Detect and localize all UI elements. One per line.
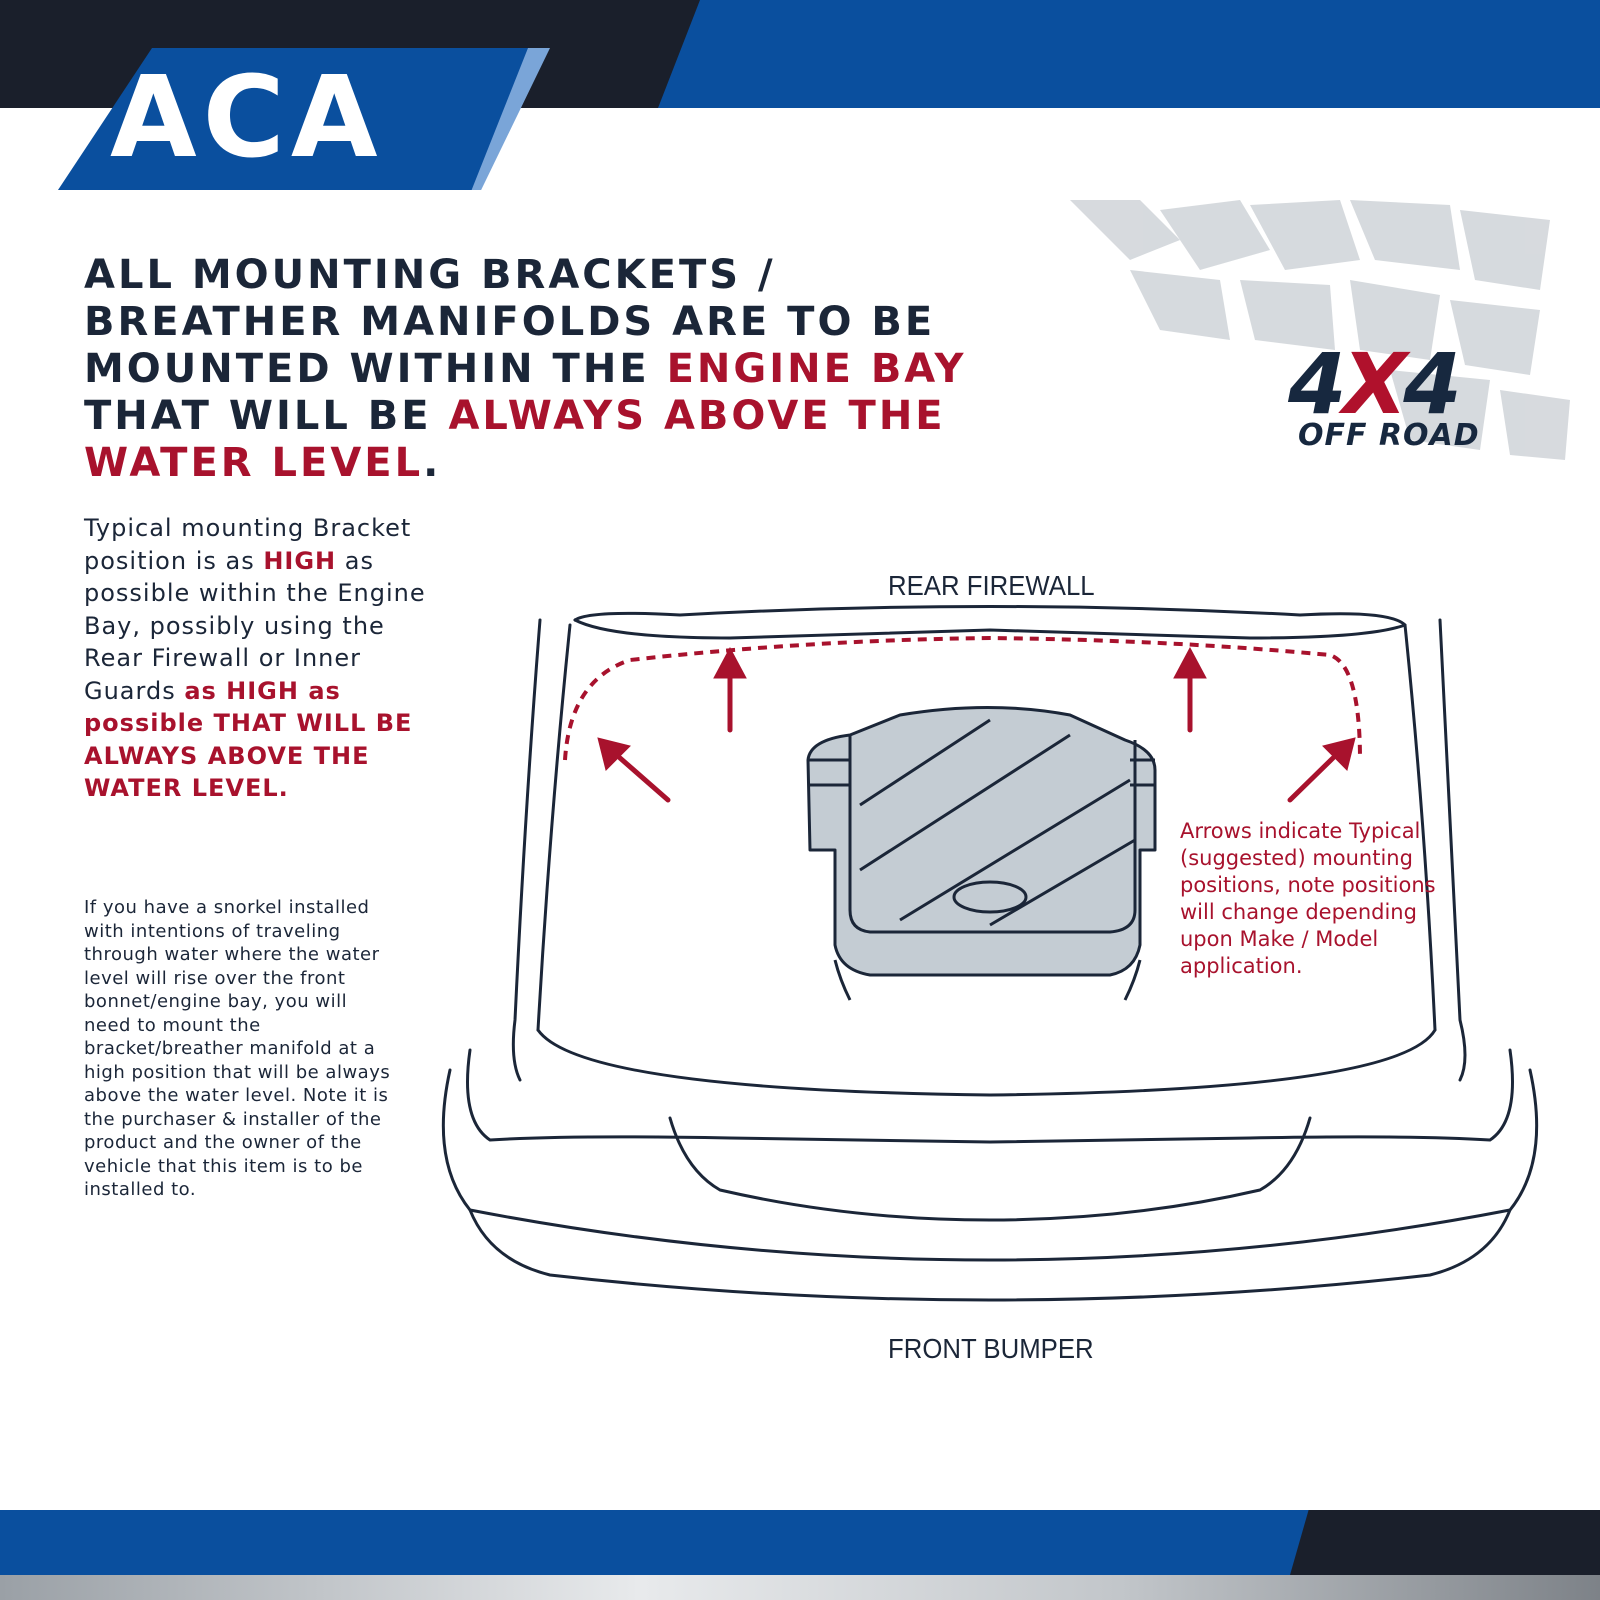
firewall-outline	[575, 607, 1405, 626]
off-road-label: OFF ROAD	[1298, 418, 1480, 453]
left-fender-inner	[538, 625, 570, 1030]
bonnet-outline	[538, 1030, 1435, 1095]
mounting-instructions	[84, 512, 444, 805]
body1-text-2: as possible within the Engine Bay, possibly using the Rear Firewall or Inner Guards	[84, 546, 426, 705]
left-fender-outer	[513, 620, 540, 1080]
engine-block	[808, 708, 1155, 1001]
arrow-right-firewall-head	[1174, 648, 1206, 678]
4x4-badge	[1288, 335, 1458, 433]
bottom-banner-dark-section	[1290, 1510, 1600, 1575]
headline-part-2: THAT WILL BE	[84, 393, 449, 439]
headline-highlight-above-water: ALWAYS ABOVE THE WATER LEVEL	[84, 393, 946, 486]
front-bumper-label: FRONT BUMPER	[888, 1333, 1094, 1364]
headline-part-3: .	[423, 440, 442, 486]
badge-num-b: 4	[1403, 335, 1458, 433]
firewall-lower	[575, 620, 1405, 638]
body1-text-1: Typical mounting Bracket position is as	[84, 514, 412, 575]
logo-text: ACA	[110, 53, 384, 183]
aca-logo	[58, 48, 550, 190]
arrows-explanation: Arrows indicate Typical (suggested) mounting positions, note positions will change depending upon Make / Model application.	[1180, 819, 1436, 978]
body1-emphasis-high: HIGH	[263, 546, 337, 575]
bumper-outer	[443, 1070, 1536, 1260]
snorkel-disclaimer: If you have a snorkel installed with intentions of traveling through water where the water level will rise over the front bonnet/engine bay, you will need to mount the bracket/breather manifold at a high position that will be always above the water level. Note it is the purchaser & installer of the product and the owner of the vehicle that this item is to be installed to.	[84, 897, 391, 1200]
arrow-left-guard-shaft	[620, 758, 668, 800]
headline-highlight-engine-bay: ENGINE BAY	[666, 346, 967, 392]
badge-x: X	[1342, 335, 1404, 433]
footer-metallic-strip	[0, 1575, 1600, 1600]
rear-firewall-label: REAR FIREWALL	[888, 570, 1095, 601]
bumper-inner-line	[470, 1210, 1510, 1300]
body1-emphasis-above-water: as HIGH as possible THAT WILL BE ALWAYS ABOVE THE WATER LEVEL.	[84, 676, 413, 802]
arrow-right-guard-shaft	[1290, 758, 1333, 800]
headline	[84, 252, 1014, 487]
headline-part-1: ALL MOUNTING BRACKETS / BREATHER MANIFOLDS ARE TO BE MOUNTED WITHIN THE	[84, 252, 936, 392]
grille-opening	[670, 1118, 1310, 1220]
badge-num-a: 4	[1288, 335, 1343, 433]
